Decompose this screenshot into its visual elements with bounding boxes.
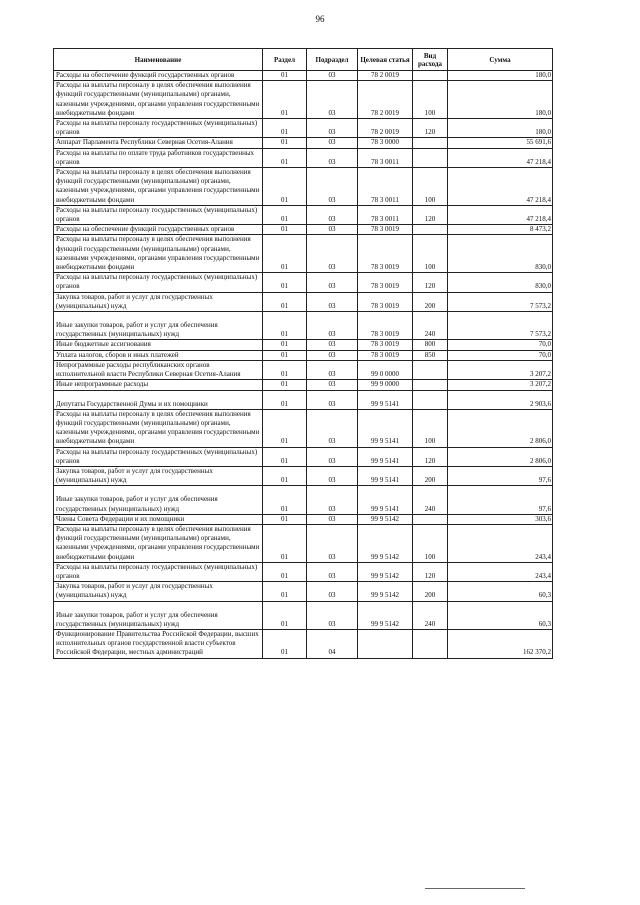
column-header-name: Наименование <box>54 49 263 71</box>
column-header-target-item: Целевая статья <box>358 49 413 71</box>
row-expense-type-cell <box>413 148 448 167</box>
row-target-item-cell: 78 3 0019 <box>358 225 413 235</box>
row-name-cell: Расходы на обеспечение функций государственных органов <box>54 71 263 81</box>
row-expense-type-cell: 100 <box>413 409 448 447</box>
row-name-cell: Расходы на выплаты персоналу государственных (муниципальных) органов <box>54 447 263 466</box>
row-expense-type-cell: 200 <box>413 582 448 601</box>
row-target-item-cell: 99 9 5142 <box>358 582 413 601</box>
row-section-cell: 01 <box>263 601 307 629</box>
table-row <box>54 148 553 167</box>
row-section-cell: 01 <box>263 119 307 138</box>
row-expense-type-cell <box>413 380 448 390</box>
table-row <box>54 409 553 447</box>
row-expense-type-cell <box>413 514 448 524</box>
row-section-cell: 01 <box>263 138 307 148</box>
row-target-item-cell: 99 9 5141 <box>358 390 413 409</box>
row-expense-type-cell: 120 <box>413 119 448 138</box>
row-section-cell: 01 <box>263 273 307 292</box>
row-section-cell: 01 <box>263 629 307 658</box>
table-row <box>54 524 553 562</box>
row-amount-cell: 2 806,0 <box>448 447 553 466</box>
column-header-section: Раздел <box>263 49 307 71</box>
table-row <box>54 582 553 601</box>
row-subsection-cell: 03 <box>307 486 358 514</box>
column-header-amount: Сумма <box>448 49 553 71</box>
row-expense-type-cell: 120 <box>413 205 448 224</box>
row-name-cell: Закупка товаров, работ и услуг для государственных (муниципальных) нужд <box>54 582 263 601</box>
row-expense-type-cell <box>413 225 448 235</box>
row-subsection-cell: 03 <box>307 138 358 148</box>
table-row <box>54 380 553 390</box>
row-subsection-cell: 03 <box>307 360 358 379</box>
row-target-item-cell: 99 9 5141 <box>358 447 413 466</box>
row-expense-type-cell <box>413 629 448 658</box>
row-subsection-cell: 03 <box>307 312 358 340</box>
row-section-cell: 01 <box>263 360 307 379</box>
row-name-cell: Расходы на обеспечение функций государственных органов <box>54 225 263 235</box>
row-section-cell: 01 <box>263 524 307 562</box>
row-amount-cell: 180,0 <box>448 119 553 138</box>
budget-table <box>53 48 553 659</box>
row-target-item-cell: 78 3 0019 <box>358 312 413 340</box>
row-amount-cell: 830,0 <box>448 273 553 292</box>
row-subsection-cell: 03 <box>307 390 358 409</box>
row-name-cell: Расходы на выплаты персоналу в целях обеспечения выполнения функций государственными (муниципальными) органами, казенными учреждениями, органами управления государственными внебюджетными фондами <box>54 409 263 447</box>
row-amount-cell: 7 573,2 <box>448 312 553 340</box>
row-name-cell: Уплата налогов, сборов и иных платежей <box>54 350 263 360</box>
row-name-cell: Непрограммные расходы республиканских органов исполнительной власти Республики Северная Осетия-Алания <box>54 360 263 379</box>
table-row <box>54 486 553 514</box>
row-amount-cell: 3 207,2 <box>448 380 553 390</box>
table-row <box>54 292 553 311</box>
row-section-cell: 01 <box>263 350 307 360</box>
table-row <box>54 312 553 340</box>
row-name-cell: Расходы на выплаты персоналу государственных (муниципальных) органов <box>54 273 263 292</box>
row-amount-cell: 162 370,2 <box>448 629 553 658</box>
table-row <box>54 119 553 138</box>
row-section-cell: 01 <box>263 380 307 390</box>
row-name-cell: Расходы на выплаты персоналу государственных (муниципальных) органов <box>54 205 263 224</box>
row-expense-type-cell: 100 <box>413 168 448 206</box>
row-subsection-cell: 03 <box>307 119 358 138</box>
row-name-cell: Расходы на выплаты персоналу в целях обеспечения выполнения функций государственными (муниципальными) органами, казенными учреждениями, органами управления государственными внебюджетными фондами <box>54 81 263 119</box>
table-row <box>54 514 553 524</box>
row-amount-cell: 47 218,4 <box>448 168 553 206</box>
row-section-cell: 01 <box>263 205 307 224</box>
row-target-item-cell: 99 9 5141 <box>358 409 413 447</box>
row-subsection-cell: 03 <box>307 71 358 81</box>
row-subsection-cell: 03 <box>307 340 358 350</box>
row-name-cell: Расходы на выплаты персоналу в целях обеспечения выполнения функций государственными (муниципальными) органами, казенными учреждениями, органами управления государственными внебюджетными фондами <box>54 168 263 206</box>
table-row <box>54 340 553 350</box>
row-section-cell: 01 <box>263 81 307 119</box>
row-amount-cell: 60,3 <box>448 601 553 629</box>
row-section-cell: 01 <box>263 486 307 514</box>
row-amount-cell: 180,0 <box>448 71 553 81</box>
row-subsection-cell: 04 <box>307 629 358 658</box>
row-name-cell: Расходы на выплаты по оплате труда работников государственных органов <box>54 148 263 167</box>
row-target-item-cell: 78 3 0019 <box>358 273 413 292</box>
row-subsection-cell: 03 <box>307 148 358 167</box>
row-name-cell: Члены Совета Федерации и их помощники <box>54 514 263 524</box>
table-row <box>54 138 553 148</box>
row-expense-type-cell: 100 <box>413 524 448 562</box>
row-subsection-cell: 03 <box>307 235 358 273</box>
row-section-cell: 01 <box>263 582 307 601</box>
column-header-subsection: Подраздел <box>307 49 358 71</box>
row-subsection-cell: 03 <box>307 582 358 601</box>
table-row <box>54 235 553 273</box>
row-section-cell: 01 <box>263 340 307 350</box>
row-subsection-cell: 03 <box>307 601 358 629</box>
row-target-item-cell: 78 3 0019 <box>358 235 413 273</box>
row-expense-type-cell <box>413 138 448 148</box>
table-row <box>54 350 553 360</box>
row-name-cell: Аппарат Парламента Республики Северная Осетия-Алания <box>54 138 263 148</box>
row-expense-type-cell: 100 <box>413 81 448 119</box>
row-subsection-cell: 03 <box>307 350 358 360</box>
row-amount-cell: 3 207,2 <box>448 360 553 379</box>
row-subsection-cell: 03 <box>307 168 358 206</box>
row-name-cell: Иные закупки товаров, работ и услуг для обеспечения государственных (муниципальных) нужд <box>54 486 263 514</box>
row-subsection-cell: 03 <box>307 409 358 447</box>
row-name-cell: Расходы на выплаты персоналу государственных (муниципальных) органов <box>54 562 263 581</box>
divider-line <box>425 888 525 889</box>
row-amount-cell: 2 903,6 <box>448 390 553 409</box>
row-target-item-cell: 99 9 5142 <box>358 601 413 629</box>
row-expense-type-cell <box>413 390 448 409</box>
row-target-item-cell: 78 3 0011 <box>358 205 413 224</box>
row-target-item-cell: 78 2 0019 <box>358 81 413 119</box>
row-amount-cell: 70,0 <box>448 340 553 350</box>
row-name-cell: Иные закупки товаров, работ и услуг для обеспечения государственных (муниципальных) нужд <box>54 312 263 340</box>
row-expense-type-cell: 200 <box>413 466 448 485</box>
row-expense-type-cell: 120 <box>413 447 448 466</box>
row-target-item-cell: 78 3 0011 <box>358 148 413 167</box>
row-section-cell: 01 <box>263 292 307 311</box>
row-target-item-cell: 99 9 5141 <box>358 486 413 514</box>
row-amount-cell: 243,4 <box>448 524 553 562</box>
row-name-cell: Закупка товаров, работ и услуг для государственных (муниципальных) нужд <box>54 292 263 311</box>
row-expense-type-cell: 100 <box>413 235 448 273</box>
row-amount-cell: 2 806,0 <box>448 409 553 447</box>
table-row <box>54 273 553 292</box>
row-target-item-cell: 78 3 0019 <box>358 292 413 311</box>
row-section-cell: 01 <box>263 514 307 524</box>
row-expense-type-cell: 120 <box>413 273 448 292</box>
row-expense-type-cell: 240 <box>413 601 448 629</box>
row-target-item-cell: 99 9 5141 <box>358 466 413 485</box>
row-section-cell: 01 <box>263 71 307 81</box>
table-row <box>54 447 553 466</box>
row-subsection-cell: 03 <box>307 524 358 562</box>
row-target-item-cell: 99 9 5142 <box>358 524 413 562</box>
row-expense-type-cell <box>413 360 448 379</box>
row-name-cell: Иные непрограммные расходы <box>54 380 263 390</box>
row-section-cell: 01 <box>263 562 307 581</box>
row-expense-type-cell: 240 <box>413 312 448 340</box>
page-number: 96 <box>315 14 325 24</box>
row-section-cell: 01 <box>263 235 307 273</box>
row-section-cell: 01 <box>263 390 307 409</box>
table-row <box>54 168 553 206</box>
row-name-cell: Расходы на выплаты персоналу государственных (муниципальных) органов <box>54 119 263 138</box>
row-subsection-cell: 03 <box>307 466 358 485</box>
table-body <box>54 71 553 659</box>
row-name-cell: Иные закупки товаров, работ и услуг для обеспечения государственных (муниципальных) нужд <box>54 601 263 629</box>
table-row <box>54 205 553 224</box>
row-subsection-cell: 03 <box>307 514 358 524</box>
table-header-row <box>54 49 553 71</box>
row-name-cell: Иные бюджетные ассигнования <box>54 340 263 350</box>
row-target-item-cell: 99 9 0000 <box>358 380 413 390</box>
row-amount-cell: 830,0 <box>448 235 553 273</box>
row-target-item-cell <box>358 629 413 658</box>
row-expense-type-cell: 850 <box>413 350 448 360</box>
column-header-expense-type: Вид расхода <box>413 49 448 71</box>
row-target-item-cell: 99 9 5142 <box>358 514 413 524</box>
row-section-cell: 01 <box>263 466 307 485</box>
row-subsection-cell: 03 <box>307 447 358 466</box>
row-subsection-cell: 03 <box>307 292 358 311</box>
row-name-cell: Функционирование Правительства Российской Федерации, высших исполнительных органов государственной власти субъектов Российской Федерации, местных администраций <box>54 629 263 658</box>
row-expense-type-cell: 800 <box>413 340 448 350</box>
row-section-cell: 01 <box>263 225 307 235</box>
row-amount-cell: 303,6 <box>448 514 553 524</box>
row-expense-type-cell: 240 <box>413 486 448 514</box>
table-row <box>54 360 553 379</box>
row-subsection-cell: 03 <box>307 562 358 581</box>
row-target-item-cell: 78 3 0019 <box>358 350 413 360</box>
table-row <box>54 601 553 629</box>
row-amount-cell: 8 473,2 <box>448 225 553 235</box>
table-row <box>54 390 553 409</box>
row-target-item-cell: 99 9 5142 <box>358 562 413 581</box>
row-amount-cell: 97,6 <box>448 466 553 485</box>
row-amount-cell: 180,0 <box>448 81 553 119</box>
row-name-cell: Депутаты Государственной Думы и их помощники <box>54 390 263 409</box>
row-name-cell: Закупка товаров, работ и услуг для государственных (муниципальных) нужд <box>54 466 263 485</box>
row-target-item-cell: 99 0 0000 <box>358 360 413 379</box>
row-section-cell: 01 <box>263 312 307 340</box>
row-section-cell: 01 <box>263 447 307 466</box>
row-target-item-cell: 78 3 0000 <box>358 138 413 148</box>
row-expense-type-cell: 120 <box>413 562 448 581</box>
row-amount-cell: 97,6 <box>448 486 553 514</box>
row-section-cell: 01 <box>263 148 307 167</box>
row-name-cell: Расходы на выплаты персоналу в целях обеспечения выполнения функций государственными (муниципальными) органами, казенными учреждениями, органами управления государственными внебюджетными фондами <box>54 524 263 562</box>
table-row <box>54 81 553 119</box>
row-name-cell: Расходы на выплаты персоналу в целях обеспечения выполнения функций государственными (муниципальными) органами, казенными учреждениями, органами управления государственными внебюджетными фондами <box>54 235 263 273</box>
row-amount-cell: 70,0 <box>448 350 553 360</box>
row-target-item-cell: 78 3 0011 <box>358 168 413 206</box>
row-amount-cell: 47 218,4 <box>448 148 553 167</box>
table-row <box>54 466 553 485</box>
row-target-item-cell: 78 2 0019 <box>358 71 413 81</box>
row-subsection-cell: 03 <box>307 380 358 390</box>
row-amount-cell: 60,3 <box>448 582 553 601</box>
row-section-cell: 01 <box>263 168 307 206</box>
row-subsection-cell: 03 <box>307 81 358 119</box>
row-expense-type-cell: 200 <box>413 292 448 311</box>
row-target-item-cell: 78 3 0019 <box>358 340 413 350</box>
row-section-cell: 01 <box>263 409 307 447</box>
row-subsection-cell: 03 <box>307 205 358 224</box>
row-target-item-cell: 78 2 0019 <box>358 119 413 138</box>
row-amount-cell: 7 573,2 <box>448 292 553 311</box>
row-amount-cell: 55 691,6 <box>448 138 553 148</box>
row-expense-type-cell <box>413 71 448 81</box>
row-subsection-cell: 03 <box>307 273 358 292</box>
table-row <box>54 225 553 235</box>
row-amount-cell: 47 218,4 <box>448 205 553 224</box>
row-amount-cell: 243,4 <box>448 562 553 581</box>
row-subsection-cell: 03 <box>307 225 358 235</box>
table-row <box>54 562 553 581</box>
table-row <box>54 629 553 658</box>
table-row <box>54 71 553 81</box>
